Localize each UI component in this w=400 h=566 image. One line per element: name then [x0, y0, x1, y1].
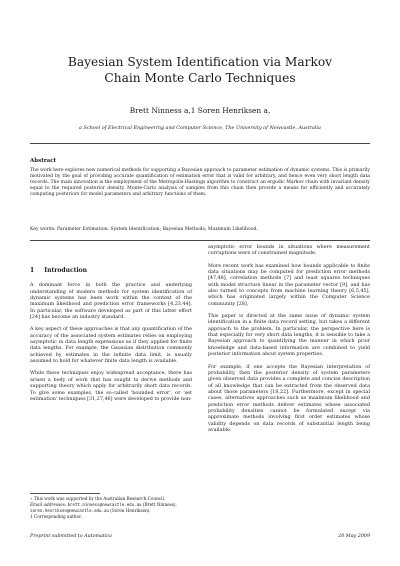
funding-footnote: ⋆ This work was supported by the Australian Research Council.: [30, 496, 166, 501]
paragraph: More recent work has examined how bounds applicable to finite data situations may be computed for prediction error methods [47,48], correlation methods [7] and least squares techniques with model structure linear in the parameter vector [9], and has also turned to concepts from machine learning theory [6,5,45], which has originated largely within the Computer Science community [28].: [208, 262, 370, 307]
paragraph: A key aspect of these approaches is that any quantification of the accuracy of the associated system estimates relies on employing asymptotic in data length expressions as if they applied for finite data lengths. For example, the Gaussian distribution commonly achieved by estimates in the infinite data limit, is usually assumed to hold for whatever finite data length is available.: [30, 326, 192, 365]
email-link[interactable]: soren.henriksen@newcastle.edu.au: [30, 507, 109, 513]
affiliation: a School of Electrical Engineering and Computer Science, The University of Newcastle, Australia: [79, 125, 321, 131]
email-link[interactable]: brett.ninness@newcastle.edu.au: [67, 502, 142, 508]
keywords: Key words: Parameter Estimation; System Identification; Bayesian Methods; Maximum Likelihood.: [30, 227, 258, 232]
abstract-text: The work here explores new numerical methods for supporting a Bayesian approach to parameter estimation of dynamic systems. This is primarily motivated by the goal of providing accurate quantification of estimation error that is valid for arbitrary, and hence even very short length data records. The main innovation is the employment of the Metropolis-Hastings algorithm to construct an ergodic Markov chain with invariant density equal to the required posterior density. Monte-Carlo analysis of samples from this chain then provide a means for efficiently and accurately computing posteriors for model parameters and arbitrary functions of them.: [30, 168, 370, 198]
section-number: 1: [30, 267, 35, 274]
paragraph: asymptotic error bounds in situations where measurement corruptions were of constrained magnitude.: [208, 244, 370, 257]
corresponding-footnote: 1 Corresponding author.: [30, 514, 82, 520]
author-line: Brett Ninness a,1 Soren Henriksen a,: [129, 106, 271, 115]
footnotes: [30, 496, 192, 521]
left-column: [30, 268, 192, 408]
footer-preprint: Preprint submitted to Automatica: [30, 534, 112, 539]
footer-date: 20 May 2009: [338, 534, 370, 539]
paragraph: While these techniques enjoy widespread acceptance, there has arisen a body of work that has sought to derive methods and supporting theory which apply for arbitrarily short data records. To give some examples, the so-called 'bounded error', or 'set estimation' techniques [31,27,46] were developed to provide non-: [30, 370, 192, 402]
email-footnote: Email addresses: brett.ninness@newcastle.edu.au (Brett Ninness), soren.henriksen@newcastle.edu.au (Soren Henriksen).: [30, 502, 177, 513]
paragraph: For example, if one accepts the Bayesian interpretation of probability, then the posterior density of system parameters given observed data provides a complete and concise description of all knowledge that can be extracted from the observed data about those parameters [18,22]. Furthermore, except in special cases, alternatives approaches such as maximum likelihood and prediction error methods deliver estimates whose associated probability densities cannot be formulated except via approximate methods involving first order estimates whose validity depends on data records of substantial length being available.: [208, 363, 370, 433]
abstract-divider: [30, 240, 370, 241]
right-column: [208, 244, 370, 439]
abstract-heading: Abstract: [30, 158, 57, 164]
paper-title: Bayesian System Identification via Markov Chain Monte Carlo Techniques: [67, 55, 333, 85]
paragraph: A dominant force in both the practice and underlying understanding of modern methods for system identification of dynamic systems has been work within the context of the maximum likelihood and prediction error frameworks [4,23,44]. In particular, the software developed as part of this latter effort [24] has become an industry standard.: [30, 282, 192, 321]
paragraph: This paper is directed at the same issue of dynamic system identification in a finite data record setting, but takes a different approach to the problem. In particular, the perspective here is that especially for very short data lengths, it is sensible to take a Bayesian approach to quantifying the manner in which prior knowledge and data-based information are combined to yield posterior information about system properties.: [208, 313, 370, 358]
section-heading: [30, 268, 192, 274]
section-title: Introduction: [44, 267, 88, 274]
top-divider: [30, 143, 370, 144]
footnote-divider: [30, 493, 100, 494]
